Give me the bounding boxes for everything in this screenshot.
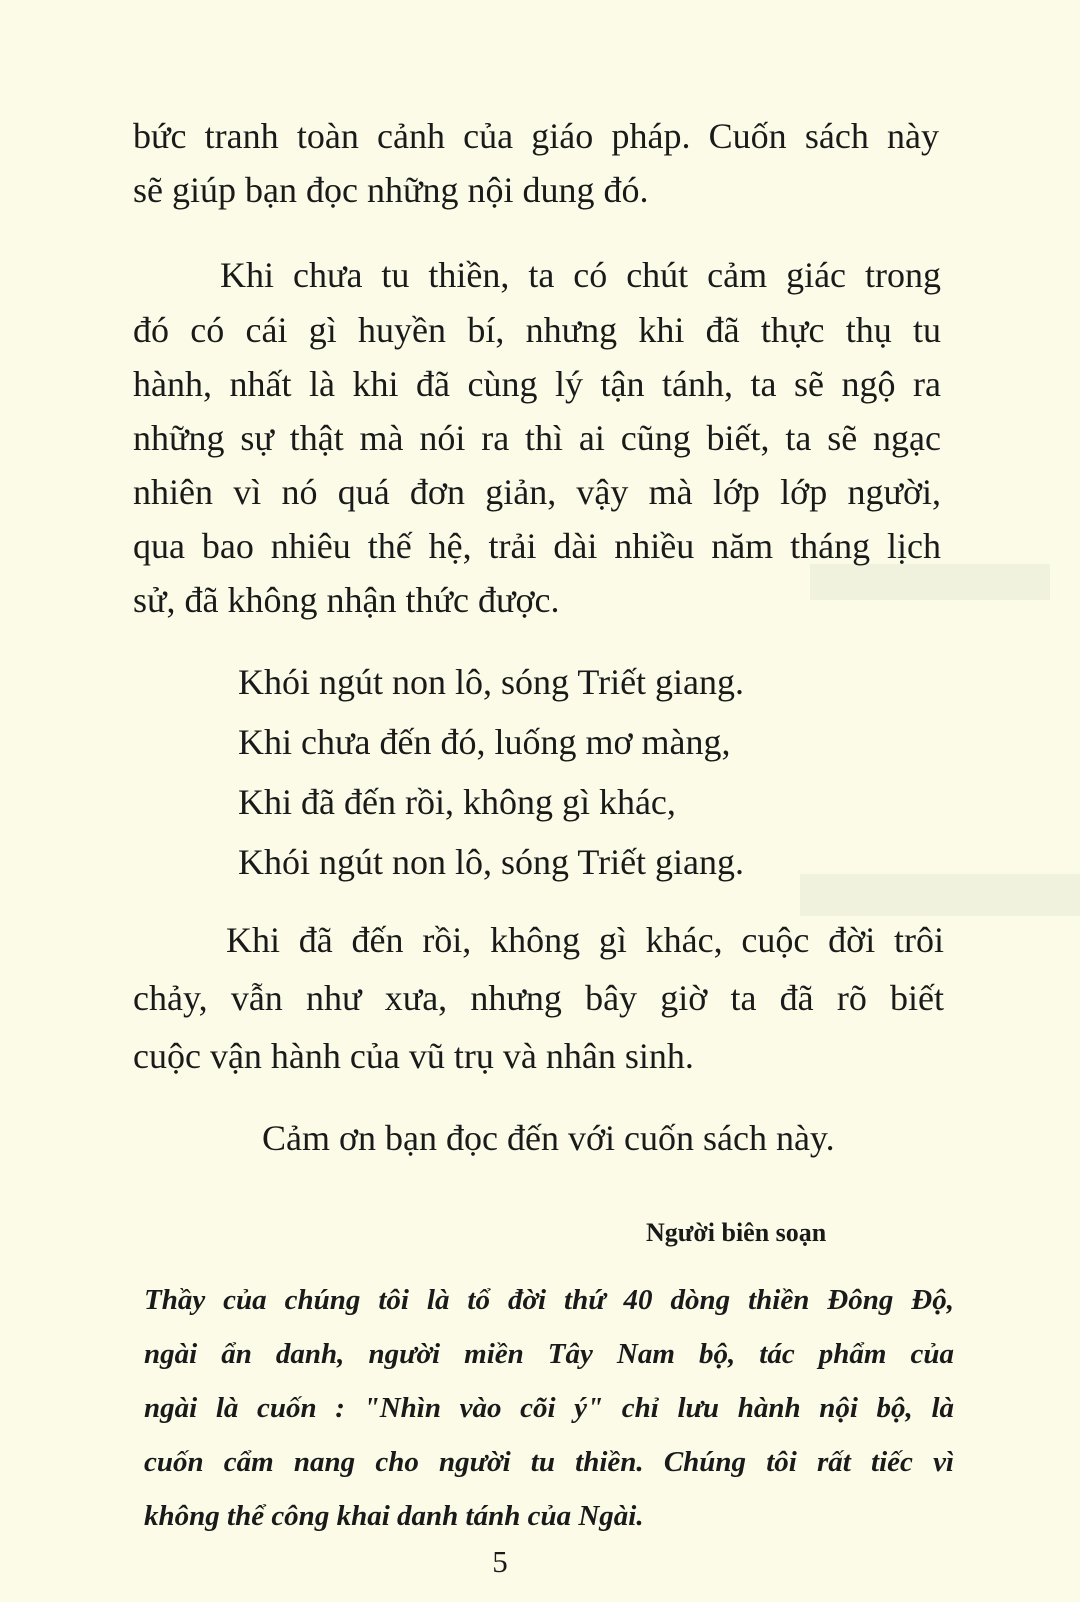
- author-signature: Người biên soạn: [646, 1218, 827, 1247]
- verse-line: Khi đã đến rồi, không gì khác,: [238, 782, 676, 822]
- page-number: 5: [492, 1544, 508, 1579]
- verse-line: Khói ngút non lô, sóng Triết giang.: [238, 842, 745, 882]
- paragraph-line: qua bao nhiêu thế hệ, trải dài nhiều năm tháng lịch: [133, 526, 941, 566]
- footnote-line: không thể công khai danh tánh của Ngài.: [144, 1500, 644, 1532]
- paragraph-line: sử, đã không nhận thức được.: [133, 580, 560, 620]
- footnote-line: cuốn cẩm nang cho người tu thiền. Chúng tôi rất tiếc vì: [144, 1446, 954, 1478]
- paragraph-line: hành, nhất là khi đã cùng lý tận tánh, ta sẽ ngộ ra: [133, 364, 941, 404]
- show-through-ghost: ▬▬: [800, 792, 1080, 947]
- footnote-line: Thầy của chúng tôi là tổ đời thứ 40 dòng thiền Đông Độ,: [144, 1284, 954, 1316]
- paragraph-line: đó có cái gì huyền bí, nhưng khi đã thực thụ tu: [133, 310, 941, 350]
- paragraph-line: sẽ giúp bạn đọc những nội dung đó.: [133, 170, 649, 210]
- paragraph-line: Khi chưa tu thiền, ta có chút cảm giác trong: [220, 255, 941, 295]
- paragraph-line: chảy, vẫn như xưa, nhưng bây giờ ta đã rõ biết: [133, 978, 944, 1018]
- thanks-line: Cảm ơn bạn đọc đến với cuốn sách này.: [262, 1118, 835, 1158]
- paragraph-line: những sự thật mà nói ra thì ai cũng biết, ta sẽ ngạc: [133, 418, 941, 458]
- footnote-line: ngài là cuốn : "Nhìn vào cõi ý" chỉ lưu hành nội bộ, là: [144, 1392, 954, 1424]
- paragraph-line: cuộc vận hành của vũ trụ và nhân sinh.: [133, 1036, 694, 1076]
- show-through-ghost: ▬▬: [810, 493, 1050, 626]
- paragraph-line: bức tranh toàn cảnh của giáo pháp. Cuốn sách này: [133, 116, 939, 156]
- verse-line: Khi chưa đến đó, luống mơ màng,: [238, 722, 731, 762]
- paragraph-line: Khi đã đến rồi, không gì khác, cuộc đời trôi: [226, 920, 944, 960]
- footnote-line: ngài ẩn danh, người miền Tây Nam bộ, tác phẩm của: [144, 1338, 954, 1370]
- paragraph-line: nhiên vì nó quá đơn giản, vậy mà lớp lớp người,: [133, 472, 941, 512]
- verse-line: Khói ngút non lô, sóng Triết giang.: [238, 662, 745, 702]
